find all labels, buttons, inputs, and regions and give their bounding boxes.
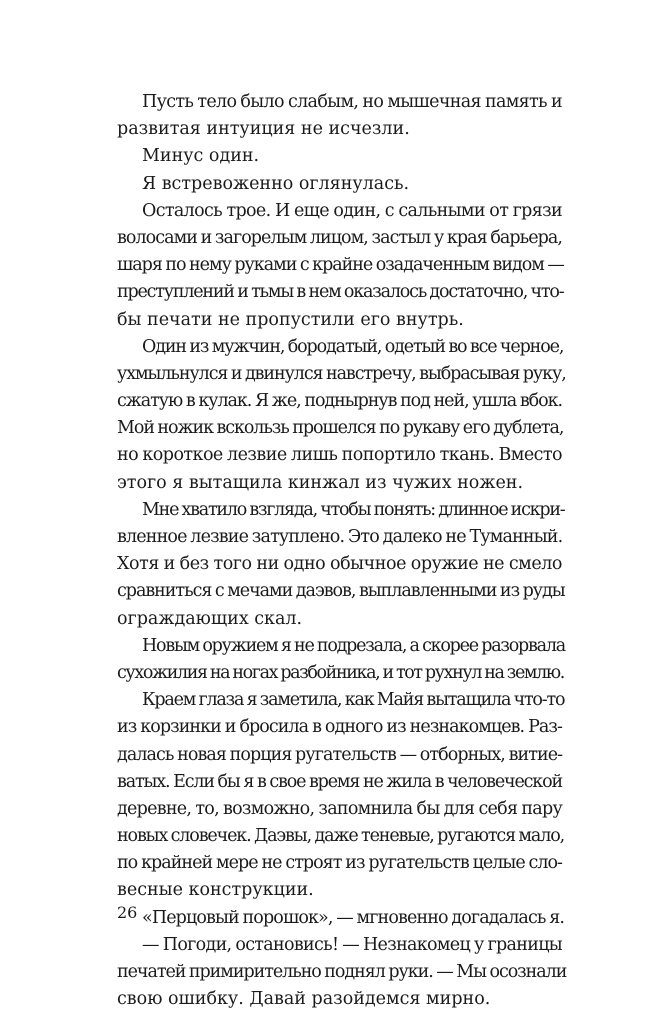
- text-line: этого я вытащила кинжал из чужих ножен.: [117, 472, 524, 493]
- text-line: Осталось трое. И еще один, с сальными от грязи: [142, 200, 562, 221]
- text-line: развитая интуиция не исчезли.: [117, 119, 410, 140]
- text-line: ограждающих скал.: [117, 608, 303, 629]
- text-line: новых словечек. Даэвы, даже теневые, ругаются мало,: [117, 826, 565, 847]
- text-line: Краем глаза я заметила, как Майя вытащила что-то: [142, 690, 565, 711]
- text-line: преступлений и тьмы в нем оказалось достаточно, что-: [117, 282, 564, 303]
- body-text: [117, 89, 567, 1013]
- text-line: свою ошибку. Давай разойдемся мирно.: [117, 989, 491, 1010]
- text-line: далась новая порция ругательств — отборных, витие-: [117, 744, 563, 765]
- text-line: Новым оружием я не подрезала, а скорее разорвала: [142, 635, 565, 656]
- text-line: сухожилия на ногах разбойника, и тот рухнул на землю.: [117, 662, 564, 683]
- text-line: Я встревоженно оглянулась.: [142, 173, 410, 194]
- text-line: по крайней мере не строят из ругательств целые сло-: [117, 853, 562, 874]
- text-line: ухмыльнулся и двинулся навстречу, выбрасывая руку,: [117, 363, 566, 384]
- text-line: сжатую в кулак. Я же, поднырнув под ней, ушла вбок.: [117, 391, 562, 412]
- text-line: «Перцовый порошок», — мгновенно догадалась я.: [142, 907, 565, 928]
- text-line: шаря по нему руками с крайне озадаченным видом —: [117, 255, 564, 276]
- text-line: волосами и загорелым лицом, застыл у края барьера,: [117, 227, 562, 248]
- text-line: деревне, то, возможно, запомнила бы для себя пару: [117, 798, 562, 819]
- text-line: Минус один.: [142, 146, 260, 167]
- text-line: ватых. Если бы я в свое время не жила в человеческой: [117, 771, 562, 792]
- text-line: из корзинки и бросила в одного из незнакомцев. Раз-: [117, 717, 562, 738]
- page-number: 26: [117, 903, 138, 922]
- text-line: Один из мужчин, бородатый, одетый во все черное,: [142, 336, 564, 357]
- text-line: но короткое лезвие лишь попортило ткань. Вместо: [117, 445, 562, 466]
- text-line: Мне хватило взгляда, чтобы понять: длинное искри-: [142, 499, 565, 520]
- text-line: Пусть тело было слабым, но мышечная память и: [142, 92, 562, 112]
- text-line: вленное лезвие затуплено. Это далеко не Туманный.: [117, 527, 563, 547]
- text-line: сравниться с мечами даэвов, выплавленными из руды: [117, 581, 565, 602]
- text-line: Хотя и без того ни одно обычное оружие не смело: [117, 554, 562, 575]
- text-line: Мой ножик вскользь прошелся по рукаву его дублета,: [117, 418, 564, 439]
- text-line: печатей примирительно поднял руки. — Мы осознали: [117, 962, 567, 982]
- text-line: весные конструкции.: [117, 880, 314, 901]
- text-line: — Погоди, остановись! — Незнакомец у границы: [142, 934, 562, 955]
- text-line: бы печати не пропустили его внутрь.: [117, 309, 464, 330]
